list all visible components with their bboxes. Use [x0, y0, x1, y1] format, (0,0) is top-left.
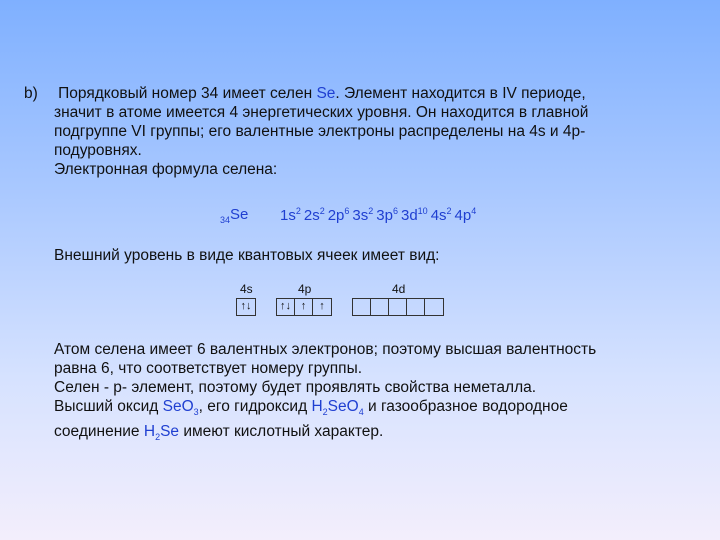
orbital-cell: ↑ — [295, 299, 313, 315]
orbital-term: $2p^6$ — [327, 206, 350, 224]
text-line: b) Порядковый номер 34 имеет селен Se. Элемент находится в IV периоде, — [24, 85, 586, 102]
text-line: Селен - р- элемент, поэтому будет проявлять свойства неметалла. — [54, 379, 537, 396]
orbital-cell — [371, 299, 389, 315]
orbital-cell — [353, 299, 371, 315]
text-line: Высший оксид SeO$_3$, его гидроксид $H_2SeO_4$ и газообразное водородное — [54, 398, 568, 418]
oxide-formula: SeO$_3$ — [162, 398, 199, 418]
hydroxide-formula: $H_2SeO_4$ — [311, 398, 364, 418]
text-line: подгруппе VI группы; его валентные электроны распределены на 4s и 4p- — [54, 123, 586, 140]
element-label: $_{34}$Se — [220, 206, 249, 225]
orbital-term: $3s^2$ — [352, 206, 374, 224]
intro-paragraph — [24, 84, 588, 179]
orbital-list — [280, 206, 479, 224]
cell-group-4p — [276, 298, 332, 316]
orbital-cell: ↑↓ — [277, 299, 295, 315]
orbital-cell — [407, 299, 425, 315]
orbital-term: $4s^2$ — [430, 206, 452, 224]
list-marker: b) — [24, 85, 38, 102]
orbital-cell — [425, 299, 443, 315]
orbital-term: $3p^6$ — [376, 206, 398, 224]
orbital-term: $4p^4$ — [454, 206, 477, 224]
text-line: соединение $H_2Se$ имеют кислотный характер. — [54, 423, 384, 443]
hydride-formula: $H_2Se$ — [143, 423, 180, 443]
label-4d: 4d — [392, 282, 406, 296]
cell-group-4s — [236, 298, 256, 316]
orbital-term: $3d^{10}$ — [400, 206, 428, 224]
text-line: значит в атоме имеется 4 энергетических уровня. Он находится в главной — [54, 104, 589, 121]
text-line: Атом селена имеет 6 валентных электронов; поэтому высшая валентность — [54, 341, 597, 358]
conclusion-paragraph — [54, 340, 596, 447]
text-line: Электронная формула селена: — [54, 161, 278, 178]
outer-level-caption: Внешний уровень в виде квантовых ячеек имеет вид: — [54, 247, 440, 264]
orbital-cell: ↑↓ — [240, 300, 252, 312]
orbital-cell: ↑ — [319, 300, 325, 312]
orbital-term: $2s^2$ — [303, 206, 325, 224]
orbital-cell — [389, 299, 407, 315]
label-4p: 4p — [298, 282, 312, 296]
text-line: подуровнях. — [54, 142, 142, 159]
cell-group-4d — [352, 298, 444, 316]
orbital-term: $1s^2$ — [280, 206, 301, 224]
text-line: равна 6, что соответствует номеру группы. — [54, 360, 363, 377]
label-4s: 4s — [240, 282, 253, 296]
element-symbol: Se — [316, 85, 336, 102]
